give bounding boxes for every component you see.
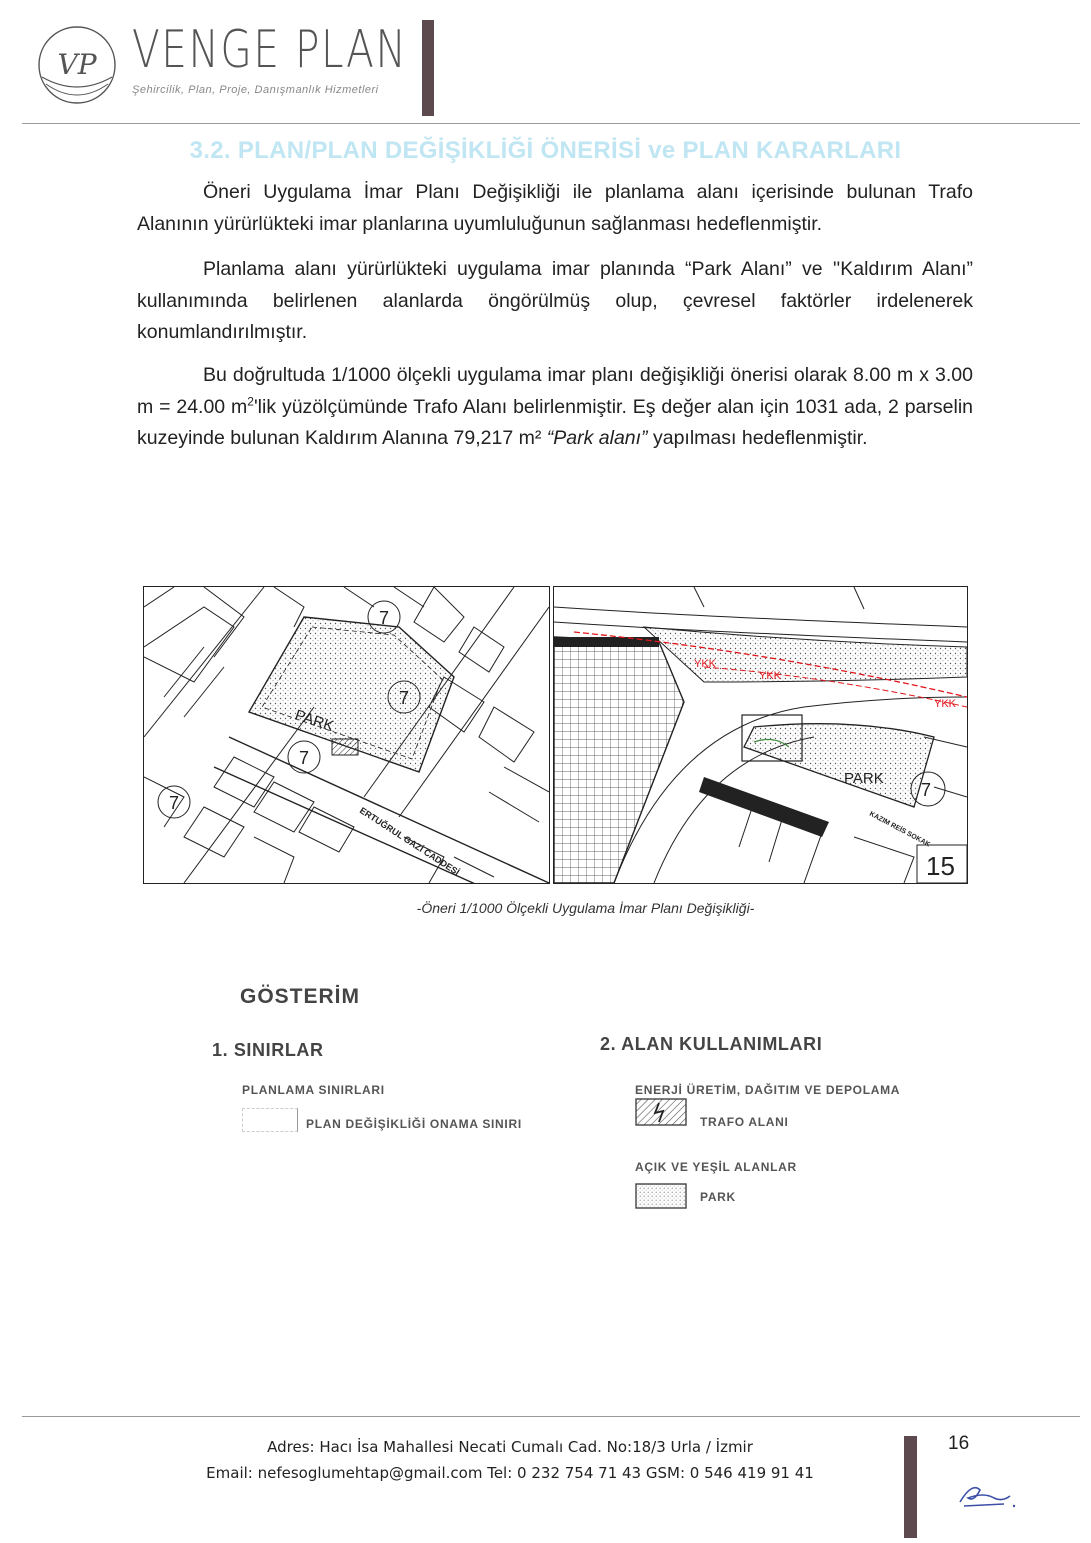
street-label-left: ERTUĞRUL GAZİ CADDESİ	[357, 805, 462, 878]
paragraph-2	[137, 254, 973, 349]
legend-section-boundaries: 1. SINIRLAR	[212, 1040, 324, 1060]
map-caption: -Öneri 1/1000 Ölçekli Uygulama İmar Planı Değişikliği-	[416, 900, 755, 916]
legend-transformer-area: TRAFO ALANI	[700, 1115, 789, 1129]
park-label-right: PARK	[844, 770, 884, 787]
legend-energy: ENERJİ ÜRETİM, DAĞITIM VE DEPOLAMA	[635, 1083, 901, 1097]
superscript-2: 2	[247, 394, 254, 408]
approval-boundary-symbol	[242, 1108, 298, 1132]
brand-name: VENGE PLAN	[132, 20, 408, 80]
paragraph-3-text-b: 'lik yüzölçümünde Trafo Alanı belirlenmiştir. Eş değer alan için 1031 ada, 2 parselin kuzeyinde bulunan Kaldırım Alanına 79,217 m²	[137, 395, 973, 449]
paragraph-3-text-a: Bu doğrultuda 1/1000 ölçekli uygulama imar planı değişikliği önerisi olarak 8.00 m x 3.00 m = 24.00 m	[137, 364, 973, 418]
map-right-plan	[553, 586, 968, 884]
footer-accent-bar	[904, 1436, 917, 1538]
footer-contact: Email: nefesoglumehtap@gmail.com Tel: 0 232 754 71 43 GSM: 0 546 419 91 41	[206, 1464, 814, 1482]
logo-initials: VP	[57, 48, 97, 81]
signature	[954, 1476, 1018, 1512]
footer-divider	[22, 1416, 1080, 1417]
legend-approval-boundary: PLAN DEĞİŞİKLİĞİ ONAMA SINIRI	[306, 1117, 522, 1131]
legend-park: PARK	[700, 1190, 736, 1204]
floor-label-right: 7	[921, 780, 932, 800]
park-label-left: PARK	[292, 706, 336, 736]
legend-open-green: AÇIK VE YEŞİL ALANLAR	[635, 1160, 797, 1174]
paragraph-2-text: Planlama alanı yürürlükteki uygulama imar planında “Park Alanı” ve ''Kaldırım Alanı” kullanımında belirlenen alanlarda öngörülmüş olup, çevresel faktörler irdelenerek konumlandırılmıştır.	[137, 258, 973, 343]
paragraph-3-italic: “Park alanı”	[546, 427, 648, 449]
map-left-plan	[143, 586, 550, 884]
legend-planning-boundaries: PLANLAMA SINIRLARI	[242, 1083, 385, 1097]
header-accent-bar	[422, 20, 434, 116]
legend-title: GÖSTERİM	[240, 985, 361, 1008]
section-title: 3.2. PLAN/PLAN DEĞİŞİKLİĞİ ÖNERİSİ ve PLAN KARARLARI	[189, 137, 902, 164]
footer-address: Adres: Hacı İsa Mahallesi Necati Cumalı Cad. No:18/3 Urla / İzmir	[267, 1438, 753, 1456]
street-label-right: KAZIM REİS SOKAK	[868, 810, 932, 849]
park-symbol	[635, 1183, 687, 1209]
paragraph-1-text: Öneri Uygulama İmar Planı Değişikliği ile planlama alanı içerisinde bulunan Trafo Alanının yürürlükteki imar planlarına uyumluluğunun sağlanması hedeflenmiştir.	[137, 181, 973, 235]
ykk-label-2: YKK	[759, 670, 782, 682]
floor-label-3: 7	[299, 748, 310, 768]
venge-plan-logo	[32, 22, 122, 108]
legend-section-land-use: 2. ALAN KULLANIMLARI	[600, 1034, 823, 1054]
transformer-area-symbol	[635, 1098, 687, 1126]
ykk-label-3: YKK	[934, 698, 957, 710]
paragraph-3	[137, 360, 973, 455]
page-number: 16	[948, 1433, 970, 1454]
brand-tagline: Şehircilik, Plan, Proje, Danışmanlık Hizmetleri	[132, 84, 379, 96]
floor-label-4: 7	[169, 793, 180, 813]
block-number: 15	[926, 851, 955, 881]
floor-label-2: 7	[399, 688, 410, 708]
ykk-label-1: YKK	[694, 658, 717, 670]
paragraph-1	[137, 177, 973, 240]
paragraph-3-text-c: yapılması hedeflenmiştir.	[647, 427, 868, 449]
header-divider	[22, 123, 1080, 124]
floor-label-1: 7	[379, 608, 390, 628]
